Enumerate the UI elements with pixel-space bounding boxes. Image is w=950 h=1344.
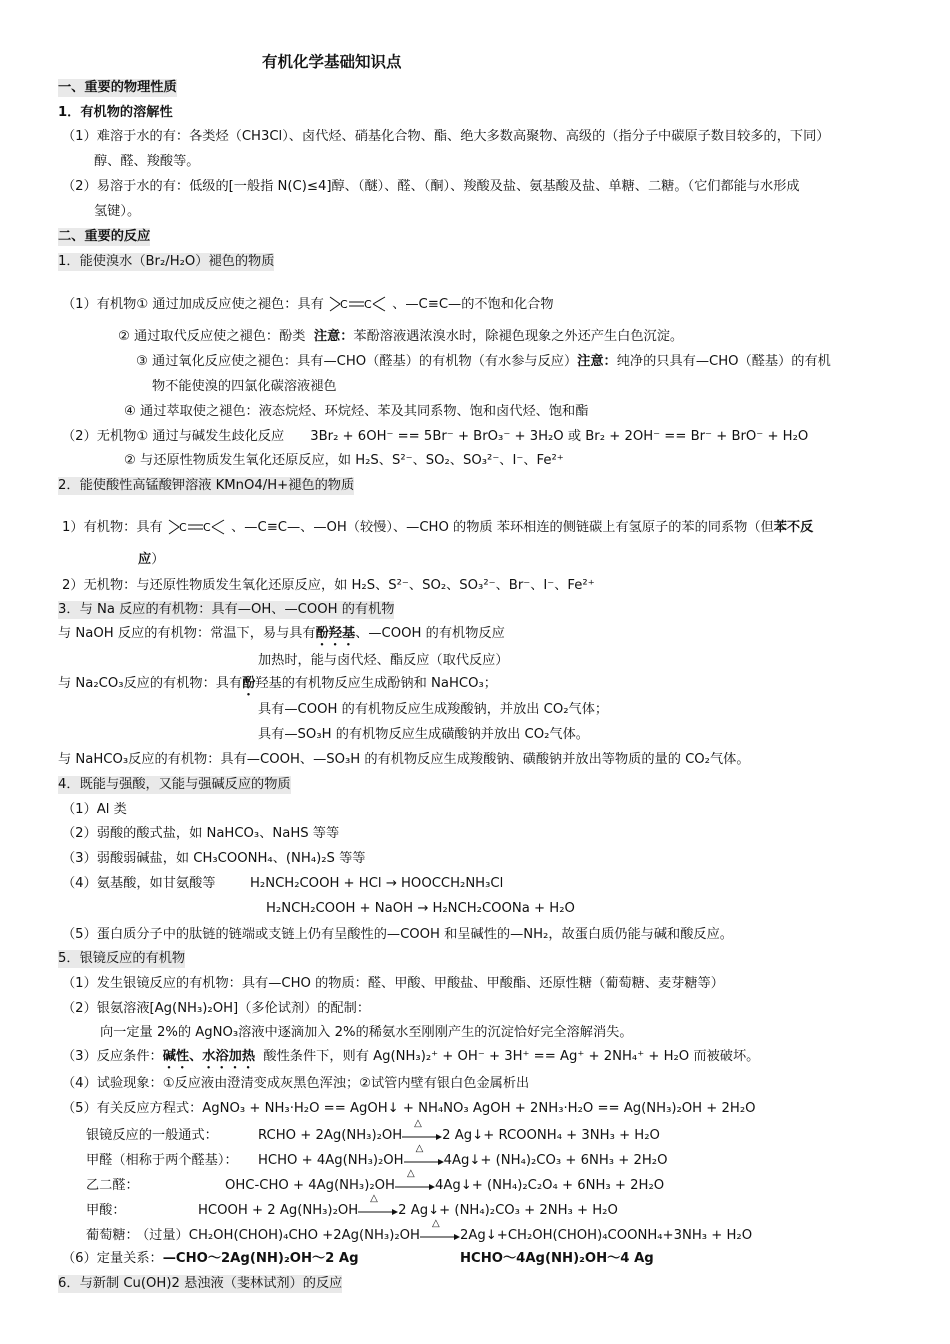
subheading: 1．能使溴水（Br₂/H₂O）褪色的物质 xyxy=(58,254,275,269)
paragraph: 物不能使溴的四氯化碳溶液褪色 xyxy=(152,379,337,394)
svg-text:C: C xyxy=(339,298,348,311)
equation-label: 甲醛（相称于两个醛基）： xyxy=(86,1153,238,1168)
emphasis: 酚 xyxy=(242,676,256,691)
text: 1）有机物：具有 xyxy=(62,520,163,535)
equation xyxy=(136,1218,753,1245)
products: 2Ag↓+CH₂OH(CHOH)₄COONH₄+3NH₃ + H₂O xyxy=(459,1228,753,1243)
page-title: 有机化学基础知识点 xyxy=(262,53,402,71)
equation: 3Br₂ + 6OH⁻ == 5Br⁻ + BrO₃⁻ + 3H₂O 或 Br₂ + 2OH⁻ == Br⁻ + BrO⁻ + H₂O xyxy=(310,429,809,444)
paragraph: ④ 通过萃取使之褪色：液态烷烃、环烷烃、苯及其同系物、饱和卤代烃、饱和酯 xyxy=(124,404,589,419)
double-bond-icon xyxy=(167,516,227,538)
text: （6）定量关系： xyxy=(62,1251,163,1266)
heat-arrow-icon xyxy=(404,1143,444,1167)
text: ③ 通过氧化反应使之褪色：具有—CHO（醛基）的有机物（有水参与反应） xyxy=(136,354,578,369)
paragraph: 氢键）。 xyxy=(94,204,141,219)
emphasis: 苯不反 xyxy=(773,520,814,535)
paragraph: 加热时，能与卤代烃、酯反应（取代反应） xyxy=(258,653,509,668)
equation: H₂NCH₂COOH + HCl → HOOCCH₂NH₃Cl xyxy=(250,876,504,891)
subheading: 2．能使酸性高锰酸钾溶液 KMnO4/H+褪色的物质 xyxy=(58,478,355,493)
paragraph: （5）蛋白质分子中的肽链的链端或支链上仍有呈酸性的—COOH 和呈碱性的—NH₂，故蛋白质仍能与碱和酸反应。 xyxy=(62,927,733,942)
paragraph: （5）有关反应方程式：AgNO₃ + NH₃·H₂O == AgOH↓ + NH₄NO₃ AgOH + 2NH₃·H₂O == Ag(NH₃)₂OH + 2H₂O xyxy=(62,1101,756,1116)
text: （1）有机物① 通过加成反应使之褪色：具有 xyxy=(62,297,324,312)
subheading: 6．与新制 Cu(OH)2 悬浊液（斐林试剂）的反应 xyxy=(58,1276,343,1291)
reactants: HCOOH + 2 Ag(NH₃)₂OH xyxy=(198,1203,359,1218)
paragraph: （1）难溶于水的有：各类烃（CH3Cl）、卤代烃、硝基化合物、酯、绝大多数高聚物、高级的（指分子中碳原子数目较多的，下同） xyxy=(62,129,830,144)
delta: △ xyxy=(414,1118,422,1129)
emphasis: 应 xyxy=(138,552,152,567)
paragraph xyxy=(62,1048,759,1072)
heat-arrow-icon xyxy=(420,1218,460,1242)
products: 2 Ag↓+ RCOONH₄ + 3NH₃ + H₂O xyxy=(442,1128,660,1143)
heat-arrow-icon xyxy=(358,1193,398,1217)
paragraph xyxy=(118,328,683,346)
svg-text:C: C xyxy=(363,298,372,311)
paragraph: 2）无机物：与还原性物质发生氧化还原反应，如 H₂S、S²⁻、SO₂、SO₃²⁻、Br⁻、I⁻、Fe²⁺ xyxy=(62,578,595,593)
section-heading: 一、重要的物理性质 xyxy=(58,80,177,95)
delta: △ xyxy=(370,1193,378,1204)
paragraph: 具有—COOH 的有机物反应生成羧酸钠，并放出 CO₂气体； xyxy=(258,702,609,717)
equation xyxy=(258,1143,668,1170)
paragraph: （1）发生银镜反应的有机物：具有—CHO 的物质：醛、甲酸、甲酸盐、甲酸酯、还原性糖（葡萄糖、麦芽糖等） xyxy=(62,976,724,991)
products: 4Ag↓+ (NH₄)₂CO₃ + 6NH₃ + 2H₂O xyxy=(443,1153,668,1168)
paragraph: （2）弱酸的酸式盐，如 NaHCO₃、NaHS 等等 xyxy=(62,826,340,841)
text: 羟基的有机物反应生成酚钠和 NaHCO₃； xyxy=(255,676,497,691)
equation xyxy=(198,1193,618,1220)
paragraph xyxy=(58,625,505,649)
paragraph: （4）氨基酸，如甘氨酸等 xyxy=(62,876,216,891)
products: 2 Ag↓+ (NH₄)₂CO₃ + 2NH₃ + H₂O xyxy=(398,1203,618,1218)
text: 与 NaOH 反应的有机物：常温下，易与具有 xyxy=(58,626,316,641)
svg-text:C: C xyxy=(202,521,211,534)
text: ） xyxy=(151,552,165,567)
emphasis: 碱性、水浴加热 xyxy=(162,1049,256,1064)
note-label: 注意： xyxy=(577,354,617,369)
equation-label: 银镜反应的一般通式： xyxy=(86,1128,218,1143)
paragraph xyxy=(62,293,554,315)
paragraph xyxy=(138,551,164,569)
equation-label: 葡萄糖： xyxy=(86,1228,139,1243)
paragraph xyxy=(136,353,831,371)
paragraph: 醇、醛、羧酸等。 xyxy=(94,154,200,169)
subheading: 4．既能与强酸，又能与强碱反应的物质 xyxy=(58,777,291,792)
paragraph xyxy=(62,1250,359,1268)
paragraph: 具有—SO₃H 的有机物反应生成磺酸钠并放出 CO₂气体。 xyxy=(258,727,589,742)
reactants: （过量）CH₂OH(CHOH)₄CHO +2Ag(NH₃)₂OH xyxy=(136,1228,420,1243)
paragraph: （3）弱酸弱碱盐，如 CH₃COONH₄、(NH₄)₂S 等等 xyxy=(62,851,366,866)
paragraph xyxy=(62,428,808,446)
text: 酸性条件下，则有 Ag(NH₃)₂⁺ + OH⁻ + 3H⁺ == Ag⁺ + 2NH₄⁺ + H₂O 而被破坏。 xyxy=(263,1049,760,1064)
equation: H₂NCH₂COOH + NaOH → H₂NCH₂COONa + H₂O xyxy=(266,901,575,916)
equation xyxy=(258,1118,660,1145)
text: 与 Na₂CO₃反应的有机物：具有 xyxy=(58,676,243,691)
text: （3）反应条件： xyxy=(62,1049,163,1064)
paragraph: （1）Al 类 xyxy=(62,802,127,817)
reactants: OHC-CHO + 4Ag(NH₃)₂OH xyxy=(225,1178,395,1193)
products: 4Ag↓+ (NH₄)₂C₂O₄ + 6NH₃ + 2H₂O xyxy=(434,1178,665,1193)
paragraph xyxy=(62,516,813,538)
paragraph: 与 NaHCO₃反应的有机物：具有—COOH、—SO₃H 的有机物反应生成羧酸钠、磺酸钠并放出等物质的量的 CO₂气体。 xyxy=(58,752,750,767)
relation: —CHO～2Ag(NH)₂OH～2 Ag xyxy=(162,1251,359,1266)
text: 苯酚溶液遇浓溴水时，除褪色现象之外还产生白色沉淀。 xyxy=(353,329,684,344)
section-heading: 二、重要的反应 xyxy=(58,229,151,244)
subheading: 3．与 Na 反应的有机物：具有—OH、—COOH 的有机物 xyxy=(58,602,395,617)
delta: △ xyxy=(406,1168,415,1179)
text: （2）无机物① 通过与碱发生歧化反应 xyxy=(62,429,285,444)
text: ② 通过取代反应使之褪色：酚类 xyxy=(118,329,306,344)
reactants: RCHO + 2Ag(NH₃)₂OH xyxy=(258,1128,403,1143)
equation xyxy=(225,1168,665,1195)
subheading: 5．银镜反应的有机物 xyxy=(58,951,186,966)
text: 、—C≡C—、—OH（较慢）、—CHO 的物质 苯环相连的侧链碳上有氢原子的苯的同系物（但 xyxy=(231,520,774,535)
text: 、—C≡C—的不饱和化合物 xyxy=(392,297,554,312)
svg-text:C: C xyxy=(178,521,187,534)
heat-arrow-icon xyxy=(395,1168,435,1192)
heat-arrow-icon xyxy=(402,1118,442,1142)
paragraph: 向一定量 2%的 AgNO₃溶液中逐滴加入 2%的稀氨水至刚刚产生的沉淀恰好完全溶解消失。 xyxy=(100,1025,633,1040)
note-label: 注意： xyxy=(313,329,354,344)
paragraph: （2）银氨溶液[Ag(NH₃)₂OH]（多伦试剂）的配制： xyxy=(62,1001,371,1016)
paragraph: （2）易溶于水的有：低级的[一般指 N(C)≤4]醇、（醚）、醛、（酮）、羧酸及盐、氨基酸及盐、单糖、二糖。（它们都能与水形成 xyxy=(62,179,800,194)
delta: △ xyxy=(431,1218,440,1229)
double-bond-icon xyxy=(328,293,388,315)
emphasis: 酚羟基 xyxy=(315,626,356,641)
delta: △ xyxy=(415,1143,424,1154)
paragraph xyxy=(58,675,497,699)
text: 、—COOH 的有机物反应 xyxy=(355,626,505,641)
paragraph: （4）试验现象：①反应液由澄清变成灰黑色浑浊；②试管内壁有银白色金属析出 xyxy=(62,1076,530,1091)
equation-label: 甲酸： xyxy=(86,1203,126,1218)
text: 纯净的只具有—CHO（醛基）的有机 xyxy=(616,354,831,369)
reactants: HCHO + 4Ag(NH₃)₂OH xyxy=(258,1153,404,1168)
paragraph: ② 与还原性物质发生氧化还原反应，如 H₂S、S²⁻、SO₂、SO₃²⁻、I⁻、Fe²⁺ xyxy=(124,453,564,468)
equation-label: 乙二醛： xyxy=(86,1178,139,1193)
relation: HCHO～4Ag(NH)₂OH～4 Ag xyxy=(460,1251,654,1266)
subheading: 1．有机物的溶解性 xyxy=(58,105,173,120)
